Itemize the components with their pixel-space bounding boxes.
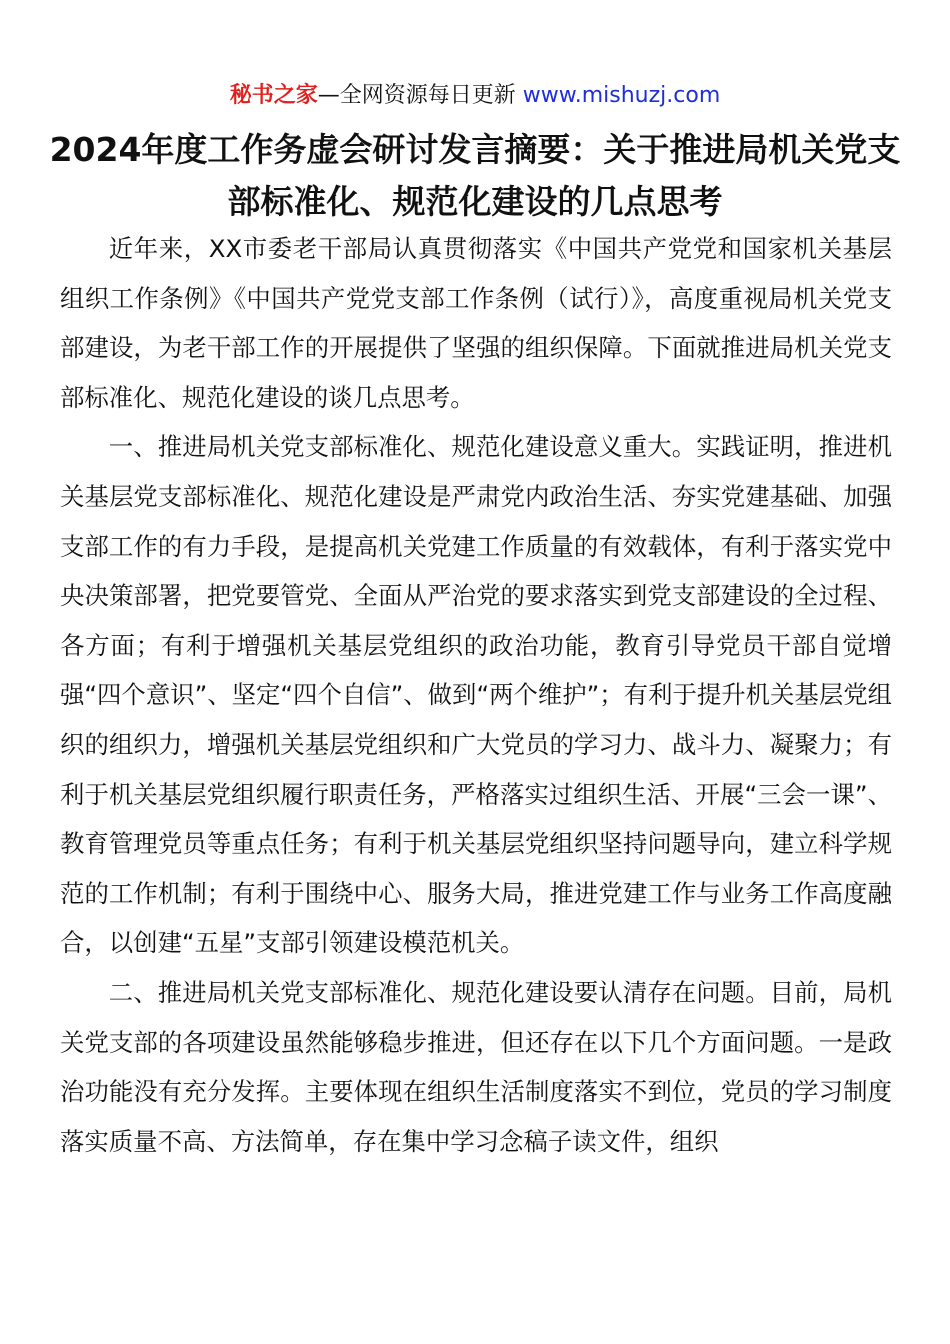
paragraph-section-two: 二、推进局机关党支部标准化、规范化建设要认清存在问题。目前，局机关党支部的各项建设虽然能够稳步推进，但还存在以下几个方面问题。一是政治功能没有充分发挥。主要体现在组织生活制度落实不到位，党员的学习制度落实质量不高、方法简单，存在集中学习念稿子读文件，组织 [60, 977, 892, 1156]
document-body [60, 224, 892, 1166]
site-tagline: —全网资源每日更新 [317, 83, 523, 108]
site-url-link[interactable]: www.mishuzj.com [522, 83, 721, 108]
brand-name: 秘书之家 [229, 83, 318, 108]
paragraph-section-one: 一、推进局机关党支部标准化、规范化建设意义重大。实践证明，推进机关基层党支部标准化、规范化建设是严肃党内政治生活、夯实党建基础、加强支部工作的有力手段，是提高机关党建工作质量的有效载体，有利于落实党中央决策部署，把党要管党、全面从严治党的要求落实到党支部建设的全过程、各方面；有利于增强机关基层党组织的政治功能，教育引导党员干部自觉增强“四个意识”、坚定“四个自信”、做到“两个维护”；有利于提升机关基层党组织的组织力，增强机关基层党组织和广大党员的学习力、战斗力、凝聚力；有利于机关基层党组织履行职责任务，严格落实过组织生活、开展“三会一课”、教育管理党员等重点任务；有利于机关基层党组织坚持问题导向，建立科学规范的工作机制；有利于围绕中心、服务大局，推进党建工作与业务工作高度融合，以创建“五星”支部引领建设模范机关。 [60, 432, 892, 958]
paragraph-intro: 近年来，XX市委老干部局认真贯彻落实《中国共产党党和国家机关基层组织工作条例》《中国共产党党支部工作条例（试行）》，高度重视局机关党支部建设，为老干部工作的开展提供了坚强的组织保障。下面就推进局机关党支部标准化、规范化建设的谈几点思考。 [60, 234, 892, 412]
site-header [0, 80, 950, 112]
document-title: 2024年度工作务虚会研讨发言摘要：关于推进局机关党支部标准化、规范化建设的几点思考 [49, 130, 901, 221]
